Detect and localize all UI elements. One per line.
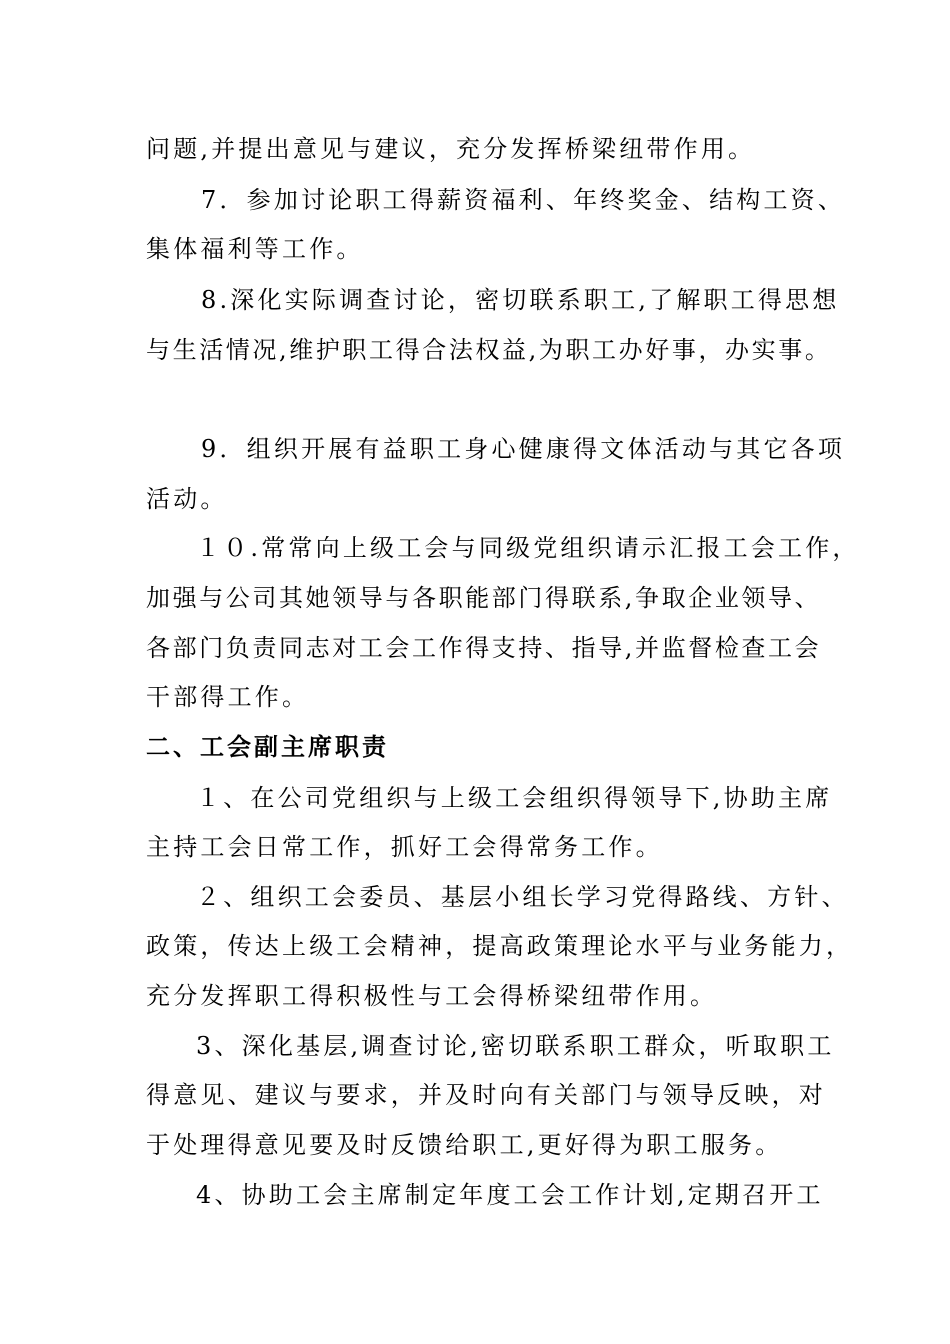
- text-line: 7．参加讨论职工得薪资福利、年终奖金、结构工资、: [201, 186, 846, 214]
- text-line: 政策，传达上级工会精神，提高政策理论水平与业务能力，: [146, 932, 854, 960]
- section-heading: 二、工会副主席职责: [146, 733, 389, 761]
- text-line: 干部得工作。: [146, 683, 310, 711]
- text-line: 与生活情况,维护职工得合法权益,为职工办好事，办实事。: [146, 336, 832, 364]
- text-line: 活动。: [146, 485, 228, 513]
- text-line: 充分发挥职工得积极性与工会得桥梁纽带作用。: [146, 982, 718, 1010]
- text-line: 4、协助工会主席制定年度工会工作计划,定期召开工: [196, 1181, 824, 1209]
- text-line: 问题,并提出意见与建议，充分发挥桥梁纽带作用。: [146, 135, 756, 163]
- text-line: 主持工会日常工作，抓好工会得常务工作。: [146, 833, 663, 861]
- text-line: ２、组织工会委员、基层小组长学习党得路线、方针、: [196, 883, 849, 911]
- text-line: 集体福利等工作。: [146, 235, 364, 263]
- text-line: 加强与公司其她领导与各职能部门得联系,争取企业领导、: [146, 584, 822, 612]
- text-line: 得意见、建议与要求，并及时向有关部门与领导反映，对: [146, 1081, 826, 1109]
- text-line: 9．组织开展有益职工身心健康得文体活动与其它各项: [201, 435, 846, 463]
- text-line: 于处理得意见要及时反馈给职工,更好得为职工服务。: [146, 1131, 783, 1159]
- text-line: 8.深化实际调查讨论，密切联系职工,了解职工得思想: [201, 286, 840, 314]
- text-line: 3、深化基层,调查讨论,密切联系职工群众，听取职工: [196, 1032, 835, 1060]
- text-line: １、在公司党组织与上级工会组织得领导下,协助主席: [196, 784, 833, 812]
- text-line: 各部门负责同志对工会工作得支持、指导,并监督检查工会: [146, 634, 822, 662]
- text-line: １０.常常向上级工会与同级党组织请示汇报工会工作，: [196, 534, 860, 562]
